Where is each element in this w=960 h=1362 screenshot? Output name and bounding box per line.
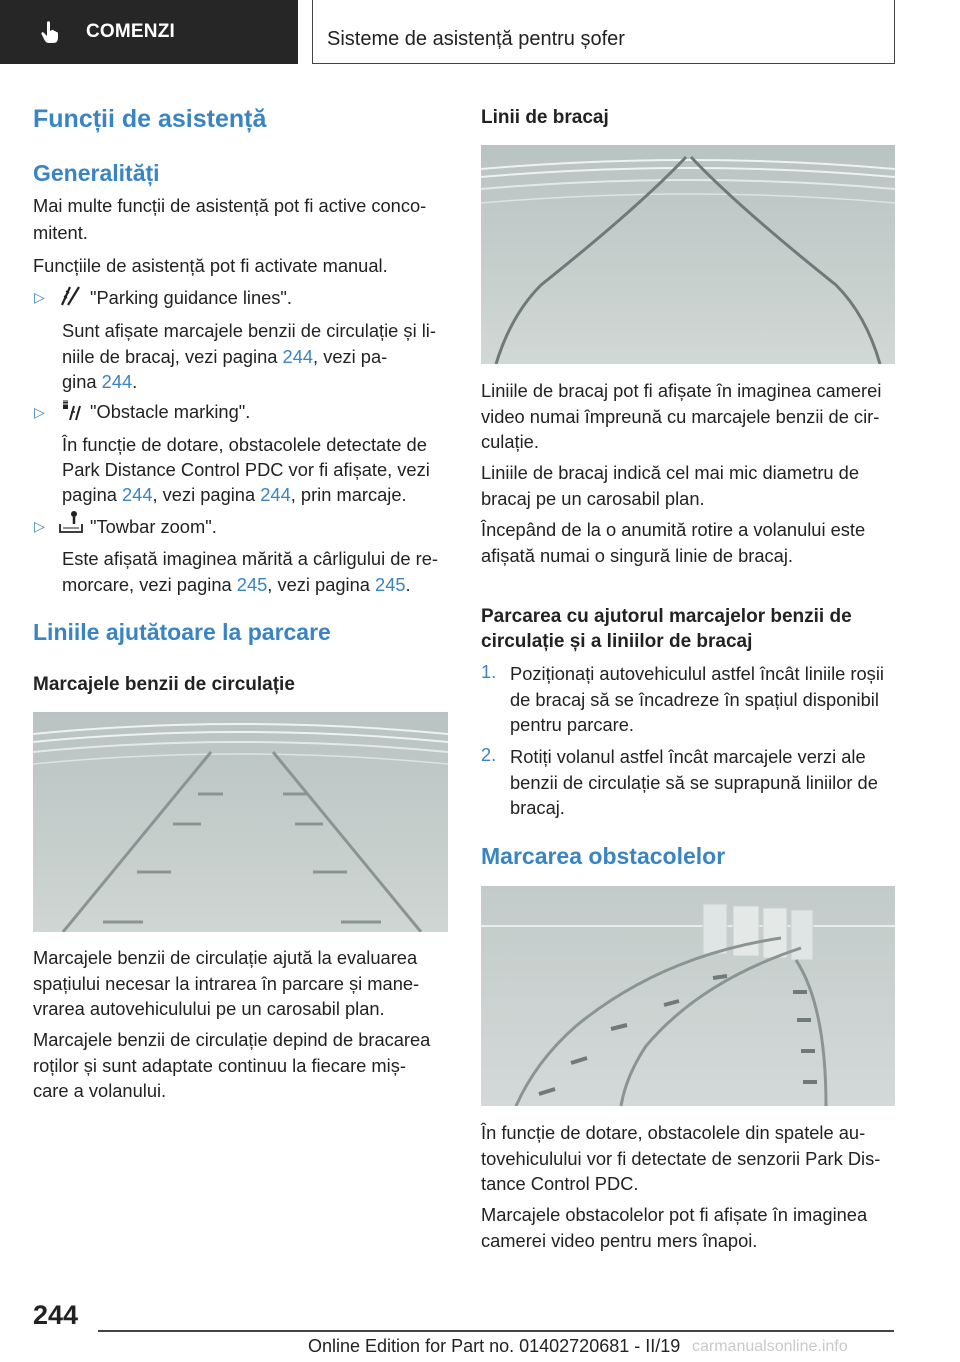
- item-text: niile de bracaj, vezi pagina 244, vezi pa-: [62, 346, 388, 367]
- bullet-triangle-icon: ▷: [34, 518, 45, 534]
- paragraph-line: video numai împreună cu marcajele benzii de cir-: [481, 406, 880, 427]
- heading-parking-with-markings: Parcarea cu ajutorul marcajelor benzii de: [481, 606, 852, 627]
- page-link[interactable]: 244: [260, 484, 291, 505]
- item-text: morcare, vezi pagina 245, vezi pagina 245.: [62, 574, 411, 595]
- step-number: 1.: [481, 661, 497, 682]
- paragraph-line: mitent.: [33, 222, 88, 243]
- heading-turning-lines: Linii de bracaj: [481, 107, 609, 128]
- heading-general: Generalități: [33, 160, 160, 186]
- step-text: bracaj.: [510, 797, 565, 818]
- chapter-title: Sisteme de asistență pentru șofer: [312, 0, 895, 64]
- hand-pointer-icon: [40, 20, 62, 44]
- page-link[interactable]: 245: [236, 574, 268, 595]
- lane-markings-image: [33, 712, 448, 932]
- obstacle-marking-image: [481, 886, 895, 1106]
- item-text: gina 244.: [62, 371, 138, 392]
- section-tab-label: COMENZI: [86, 21, 176, 42]
- paragraph-line: bracaj pe un carosabil plan.: [481, 488, 705, 509]
- step-text: de bracaj să se încadreze în spațiul disponibil: [510, 689, 879, 710]
- heading-parking-aid-lines: Liniile ajutătoare la parcare: [33, 619, 331, 645]
- item-text: Sunt afișate marcajele benzii de circulație și li-: [62, 320, 436, 341]
- step-text: pentru parcare.: [510, 714, 634, 735]
- page-link[interactable]: 244: [282, 346, 314, 367]
- obstacle-marking-figure: [481, 886, 895, 1106]
- item-label: "Obstacle marking".: [90, 401, 251, 422]
- paragraph-line: Marcajele obstacolelor pot fi afișate în imaginea: [481, 1204, 868, 1225]
- section-tab[interactable]: [0, 0, 298, 64]
- turning-lines-image: [481, 145, 895, 364]
- towbar-zoom-icon: [58, 510, 84, 536]
- bullet-triangle-icon: ▷: [34, 404, 45, 420]
- step-text: benzii de circulație să se suprapună liniilor de: [510, 772, 878, 793]
- paragraph-line: tovehiculului vor fi detectate de senzorii Park Dis-: [481, 1148, 881, 1169]
- item-label: "Towbar zoom".: [90, 516, 217, 537]
- paragraph-line: camerei video pentru mers înapoi.: [481, 1230, 758, 1251]
- step-text: Rotiți volanul astfel încât marcajele verzi ale: [510, 746, 866, 767]
- paragraph-line: tance Control PDC.: [481, 1173, 639, 1194]
- footer-edition: Online Edition for Part no. 01402720681 - II/19: [308, 1336, 681, 1356]
- turning-lines-figure: [481, 145, 895, 364]
- paragraph-line: afișată numai o singură linie de bracaj.: [481, 545, 793, 566]
- item-label: "Parking guidance lines".: [90, 287, 293, 308]
- paragraph-line: care a volanului.: [33, 1080, 167, 1101]
- paragraph-line: În funcție de dotare, obstacolele din spatele au-: [481, 1122, 866, 1143]
- heading-parking-with-markings-cont: circulație și a liniilor de bracaj: [481, 631, 753, 652]
- heading-lane-markings: Marcajele benzii de circulație: [33, 674, 295, 695]
- step-number: 2.: [481, 744, 497, 765]
- paragraph-line: vrarea autovehiculului pe un carosabil plan.: [33, 998, 385, 1019]
- step-text: Poziționați autovehiculul astfel încât liniile roșii: [510, 663, 884, 684]
- paragraph-line: roților și sunt adaptate continuu la fiecare miș-: [33, 1055, 406, 1076]
- bullet-triangle-icon: ▷: [34, 289, 45, 305]
- paragraph-line: Marcajele benzii de circulație depind de bracarea: [33, 1029, 431, 1050]
- lane-markings-figure: [33, 712, 448, 932]
- watermark: carmanualsonline.info: [692, 1338, 848, 1355]
- paragraph-line: Liniile de bracaj indică cel mai mic diametru de: [481, 462, 859, 483]
- page-link[interactable]: 245: [375, 574, 406, 595]
- page-number: 244: [33, 1300, 79, 1330]
- paragraph-line: Mai multe funcții de asistență pot fi active conco-: [33, 195, 427, 216]
- footer-divider: [98, 1330, 894, 1332]
- item-text: Este afișată imaginea mărită a cârligului de re-: [62, 548, 438, 569]
- item-text: În funcție de dotare, obstacolele detectate de: [62, 434, 427, 455]
- heading-assist-functions: Funcții de asistență: [33, 105, 267, 133]
- parking-guidance-lines-icon: [60, 283, 82, 307]
- paragraph-line: Începând de la o anumită rotire a volanului este: [481, 519, 866, 540]
- page-link[interactable]: 244: [121, 484, 153, 505]
- item-text: Park Distance Control PDC vor fi afișate, vezi: [62, 459, 430, 480]
- paragraph-line: Marcajele benzii de circulație ajută la evaluarea: [33, 947, 418, 968]
- paragraph-line: spațiului necesar la intrarea în parcare și mane-: [33, 973, 420, 994]
- paragraph-line: culație.: [481, 431, 539, 452]
- obstacle-marking-icon: [60, 398, 82, 422]
- paragraph-line: Liniile de bracaj pot fi afișate în imaginea camerei: [481, 380, 882, 401]
- heading-obstacle-marking: Marcarea obstacolelor: [481, 843, 726, 869]
- item-text: pagina 244, vezi pagina 244, prin marcaje.: [62, 484, 407, 505]
- page-link[interactable]: 244: [101, 371, 133, 392]
- paragraph-line: Funcțiile de asistență pot fi activate manual.: [33, 255, 388, 276]
